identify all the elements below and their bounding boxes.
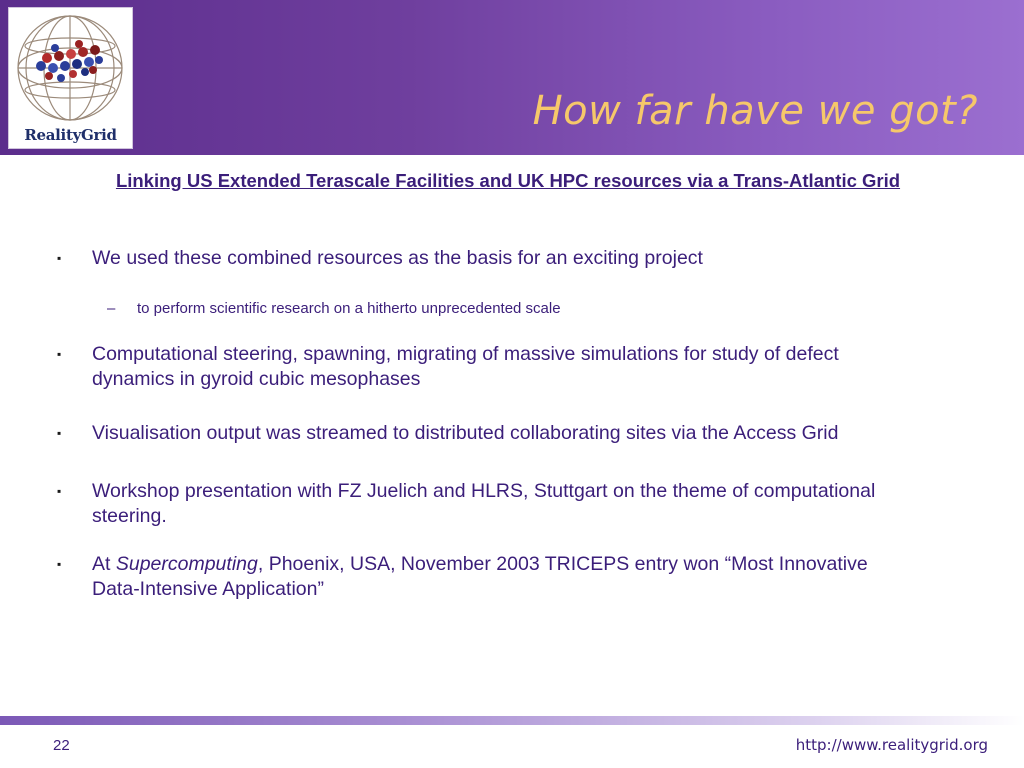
globe-icon (9, 8, 132, 128)
slide-subtitle: Linking US Extended Terascale Facilities and UK HPC resources via a Trans-Atlantic Grid (115, 170, 901, 191)
bullet-item (57, 246, 982, 271)
bullet-marker: ▪ (57, 251, 62, 265)
bullet-suffix: , Phoenix, USA, November 2003 TRICEPS entry won “Most Innovative Data-Intensive Application” (92, 553, 868, 600)
bullet-item (57, 342, 912, 392)
footer-bar (0, 716, 1024, 725)
slide-header (0, 0, 1024, 155)
bullet-item (57, 479, 892, 529)
footer-url[interactable]: http://www.realitygrid.org (795, 736, 988, 754)
bullet-marker: ▪ (57, 347, 62, 361)
sub-bullet-item (107, 299, 937, 319)
realitygrid-logo (8, 7, 133, 149)
logo-text: RealityGrid (24, 126, 117, 144)
slide-title: How far have we got? (532, 88, 978, 134)
bullet-italic: Supercomputing (115, 553, 258, 575)
bullet-text: Workshop presentation with FZ Juelich and HLRS, Stuttgart on the theme of computational steering. (92, 480, 876, 527)
bullet-marker: ▪ (57, 557, 62, 571)
bullet-text: Computational steering, spawning, migrating of massive simulations for study of defect dynamics in gyroid cubic mesophases (92, 343, 839, 390)
sub-bullet-marker: – (107, 300, 116, 317)
bullet-item (57, 552, 902, 602)
bullet-text: We used these combined resources as the basis for an exciting project (92, 247, 703, 269)
bullet-marker: ▪ (57, 484, 62, 498)
bullet-item (57, 421, 982, 446)
bullet-text: Visualisation output was streamed to distributed collaborating sites via the Access Grid (92, 422, 839, 444)
bullet-marker: ▪ (57, 426, 62, 440)
bullet-prefix: At (92, 553, 116, 575)
page-number: 22 (53, 737, 70, 754)
sub-bullet-text: to perform scientific research on a hitherto unprecedented scale (137, 300, 561, 317)
